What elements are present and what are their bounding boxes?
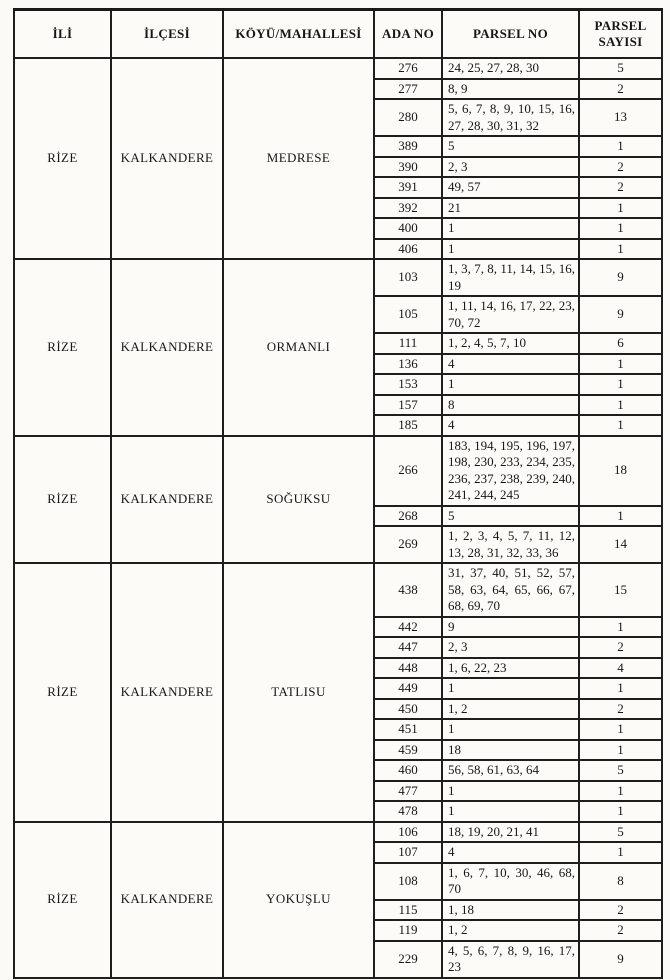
parsel-no-cell: 31, 37, 40, 51, 52, 57, 58, 63, 64, 65, 66, 67, 68, 69, 70 [442,563,579,617]
ada-no-cell: 478 [374,801,442,822]
parsel-no-cell: 2, 3 [442,157,579,178]
ada-no-cell: 438 [374,563,442,617]
parsel-sayisi-cell: 1 [579,678,662,699]
parsel-sayisi-cell: 1 [579,801,662,822]
table-row [14,436,662,506]
ilcesi-cell: KALKANDERE [111,58,223,259]
ada-no-cell: 105 [374,296,442,333]
ada-no-cell: 460 [374,760,442,781]
parsel-sayisi-cell: 2 [579,699,662,720]
parsel-sayisi-cell: 5 [579,58,662,79]
parsel-no-cell: 1, 2, 4, 5, 7, 10 [442,333,579,354]
parsel-no-cell: 49, 57 [442,177,579,198]
parsel-sayisi-cell: 2 [579,900,662,921]
parcel-table [13,8,663,979]
parsel-no-cell: 9 [442,617,579,638]
ada-no-cell: 111 [374,333,442,354]
parsel-sayisi-cell: 1 [579,395,662,416]
ili-cell: RİZE [14,563,111,822]
parsel-sayisi-cell: 9 [579,941,662,978]
parsel-no-cell: 2, 3 [442,637,579,658]
ada-no-cell: 477 [374,781,442,802]
parsel-no-cell: 4 [442,842,579,863]
parsel-sayisi-cell: 2 [579,177,662,198]
parsel-sayisi-cell: 1 [579,781,662,802]
ada-no-cell: 389 [374,136,442,157]
koyu-mahallesi-cell: YOKUŞLU [223,822,374,978]
parsel-sayisi-cell: 5 [579,822,662,843]
parsel-no-cell: 5 [442,136,579,157]
header-row [14,10,662,59]
parsel-no-cell: 1, 11, 14, 16, 17, 22, 23, 70, 72 [442,296,579,333]
ada-no-cell: 280 [374,99,442,136]
parsel-no-cell: 4, 5, 6, 7, 8, 9, 16, 17, 23 [442,941,579,978]
parsel-sayisi-cell: 4 [579,658,662,679]
table-row [14,563,662,617]
ada-no-cell: 119 [374,920,442,941]
ada-no-cell: 390 [374,157,442,178]
parsel-no-cell: 56, 58, 61, 63, 64 [442,760,579,781]
ada-no-cell: 449 [374,678,442,699]
parsel-sayisi-cell: 1 [579,374,662,395]
col-header-ilcesi: İLÇESİ [111,10,223,59]
parsel-sayisi-cell: 14 [579,526,662,563]
ada-no-cell: 277 [374,79,442,100]
parsel-sayisi-cell: 9 [579,259,662,296]
ada-no-cell: 106 [374,822,442,843]
parsel-sayisi-cell: 1 [579,239,662,260]
parsel-sayisi-cell: 9 [579,296,662,333]
ili-cell: RİZE [14,58,111,259]
ada-no-cell: 185 [374,415,442,436]
koyu-mahallesi-cell: SOĞUKSU [223,436,374,564]
ada-no-cell: 406 [374,239,442,260]
col-header-parsel-no: PARSEL NO [442,10,579,59]
parsel-no-cell: 1, 3, 7, 8, 11, 14, 15, 16, 19 [442,259,579,296]
ili-cell: RİZE [14,436,111,564]
ada-no-cell: 115 [374,900,442,921]
parsel-no-cell: 18, 19, 20, 21, 41 [442,822,579,843]
table-body [14,58,662,978]
parsel-sayisi-cell: 15 [579,563,662,617]
table-header [14,10,662,59]
parsel-sayisi-cell: 1 [579,506,662,527]
parsel-no-cell: 1 [442,781,579,802]
ili-cell: RİZE [14,822,111,978]
ada-no-cell: 391 [374,177,442,198]
parsel-no-cell: 1, 6, 22, 23 [442,658,579,679]
ilcesi-cell: KALKANDERE [111,563,223,822]
col-header-ili: İLİ [14,10,111,59]
ada-no-cell: 442 [374,617,442,638]
koyu-mahallesi-cell: ORMANLI [223,259,374,436]
ada-no-cell: 269 [374,526,442,563]
ada-no-cell: 459 [374,740,442,761]
table-row [14,58,662,79]
koyu-mahallesi-cell: TATLISU [223,563,374,822]
parsel-no-cell: 1 [442,719,579,740]
ada-no-cell: 450 [374,699,442,720]
ada-no-cell: 392 [374,198,442,219]
parsel-sayisi-cell: 2 [579,920,662,941]
ada-no-cell: 153 [374,374,442,395]
col-header-parsel-sayisi: PARSEL SAYISI [579,10,662,59]
parsel-sayisi-cell: 6 [579,333,662,354]
ada-no-cell: 451 [374,719,442,740]
ada-no-cell: 448 [374,658,442,679]
ada-no-cell: 276 [374,58,442,79]
ilcesi-cell: KALKANDERE [111,259,223,436]
ada-no-cell: 268 [374,506,442,527]
parsel-sayisi-cell: 2 [579,157,662,178]
col-header-koyu-mahallesi: KÖYÜ/MAHALLESİ [223,10,374,59]
parsel-no-cell: 1 [442,239,579,260]
parsel-sayisi-cell: 1 [579,740,662,761]
parsel-sayisi-cell: 1 [579,218,662,239]
parsel-no-cell: 18 [442,740,579,761]
parsel-sayisi-cell: 1 [579,136,662,157]
parsel-no-cell: 1, 6, 7, 10, 30, 46, 68, 70 [442,863,579,900]
parsel-sayisi-cell: 1 [579,842,662,863]
table-row [14,822,662,843]
ilcesi-cell: KALKANDERE [111,436,223,564]
koyu-mahallesi-cell: MEDRESE [223,58,374,259]
ada-no-cell: 447 [374,637,442,658]
ada-no-cell: 157 [374,395,442,416]
ada-no-cell: 107 [374,842,442,863]
ili-cell: RİZE [14,259,111,436]
parsel-sayisi-cell: 1 [579,198,662,219]
parsel-sayisi-cell: 5 [579,760,662,781]
ada-no-cell: 108 [374,863,442,900]
parsel-no-cell: 4 [442,354,579,375]
parsel-no-cell: 5, 6, 7, 8, 9, 10, 15, 16, 27, 28, 30, 31, 32 [442,99,579,136]
parsel-no-cell: 8 [442,395,579,416]
parsel-no-cell: 1 [442,678,579,699]
ada-no-cell: 266 [374,436,442,506]
parsel-sayisi-cell: 1 [579,617,662,638]
ada-no-cell: 136 [374,354,442,375]
ilcesi-cell: KALKANDERE [111,822,223,978]
parsel-no-cell: 1 [442,218,579,239]
parsel-no-cell: 1, 2, 3, 4, 5, 7, 11, 12, 13, 28, 31, 32, 33, 36 [442,526,579,563]
parsel-sayisi-cell: 1 [579,719,662,740]
parsel-sayisi-cell: 1 [579,415,662,436]
parsel-sayisi-cell: 2 [579,79,662,100]
parsel-no-cell: 1 [442,801,579,822]
parsel-no-cell: 1, 18 [442,900,579,921]
parsel-sayisi-cell: 18 [579,436,662,506]
col-header-ada-no: ADA NO [374,10,442,59]
ada-no-cell: 400 [374,218,442,239]
ada-no-cell: 103 [374,259,442,296]
parsel-no-cell: 1 [442,374,579,395]
parsel-sayisi-cell: 13 [579,99,662,136]
parsel-no-cell: 5 [442,506,579,527]
parsel-no-cell: 1, 2 [442,699,579,720]
ada-no-cell: 229 [374,941,442,978]
parsel-sayisi-cell: 2 [579,637,662,658]
parsel-no-cell: 21 [442,198,579,219]
table-row [14,259,662,296]
parsel-no-cell: 183, 194, 195, 196, 197, 198, 230, 233, 234, 235, 236, 237, 238, 239, 240, 241, 244, 245 [442,436,579,506]
parsel-no-cell: 24, 25, 27, 28, 30 [442,58,579,79]
parsel-no-cell: 4 [442,415,579,436]
parsel-no-cell: 8, 9 [442,79,579,100]
parsel-no-cell: 1, 2 [442,920,579,941]
parsel-sayisi-cell: 8 [579,863,662,900]
parsel-sayisi-cell: 1 [579,354,662,375]
